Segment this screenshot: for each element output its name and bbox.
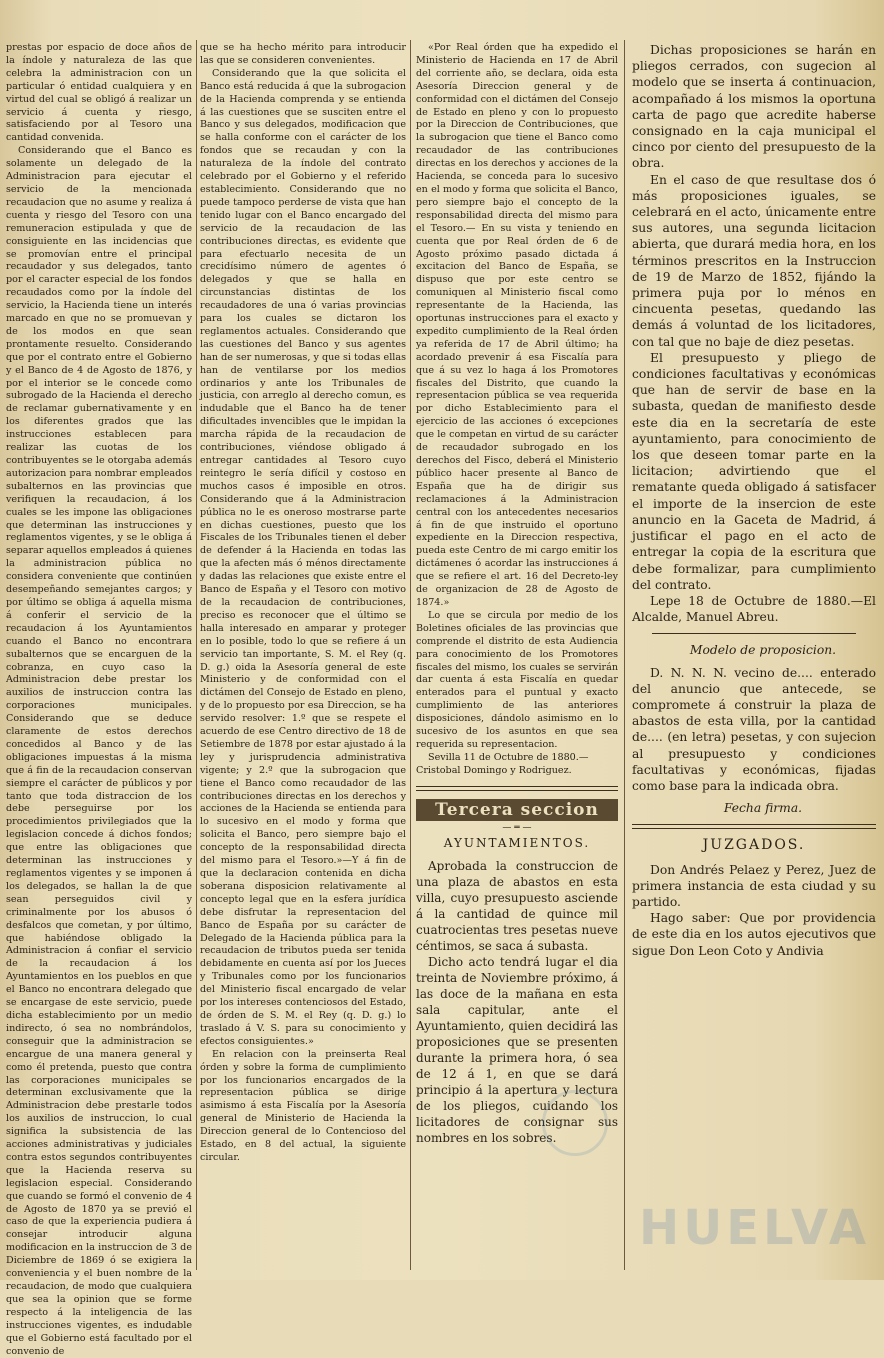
paragraph: Aprobada la construccion de una plaza de abastos en esta villa, cuyo presupuesto asciende á la cantidad de quince mil cuatrocientas tres pesetas nueve céntimos, se saca á subasta.: [416, 858, 618, 953]
column-3: [416, 42, 618, 1266]
paragraph: Hago saber: Que por providencia de este dia en los autos ejecutivos que sigue Don Leon Coto y Andivia: [632, 911, 876, 958]
signature-line: Sevilla 11 de Octubre de 1880.— Cristobal Domingo y Rodriguez.: [416, 751, 589, 776]
ornament-divider: — ═ —: [502, 822, 532, 833]
paragraph: El presupuesto y pliego de condiciones facultativas y económicas que han de servir de base en la subasta, quedan de manifiesto desde este dia en la secretaría de este ayuntamiento, para conocimiento de los que deseen tomar parte en la licitacion; advirtiendo que el rematante queda obligado á satisfacer el importe de la insercion de este anuncio en la Gaceta de Madrid, á justificar el pago en el acto de entregar la copia de la escritura que debe formalizar, para cumplimiento del contrato.: [632, 350, 876, 592]
section-divider: [416, 786, 618, 791]
column-rule: [410, 40, 411, 1270]
section-divider: [632, 824, 876, 829]
paragraph: Considerando que el Banco es solamente un delegado de la Administracion para ejecutar el servicio de la mencionada recaudacion que no asume y realiza á cuenta y riesgo del Tesoro con una remuneracion estipulada y que de consiguiente en las incidencias que se promovían entre el principal recaudador y sus delegados, tanto por el caracter especial de los fondos recaudados como por la índole del servicio, la Hacienda tiene un interés marcado en que no se promuevan y de los modos en que sean prontamente resuelto. Considerando que por el contrato entre el Gobierno y el Banco de 4 de Agosto de 1876, y por el interior se le concede como subrogado de la Hacienda el derecho de reclamar gubernativamente y en los diferentes grados que las instrucciones establecen para realizar las cuotas de los contribuyentes se le otorgaba además autorizacion para nombrar empleados subalternos en las provincias que verifiquen la recaudacion, á los cuales se les impone las obligaciones que determinan las instrucciones y reglamentos vigentes, y se le obliga á separar aquellos empleados á quienes la administracion pública no considera conveniente que continúen desempeñando semejantes cargos; y por último se obliga á aquella misma á conferir el servicio de la recaudacion á los Ayuntamientos cuando el Banco no encontrara subalternos que se encarguen de la cobranza, en cuyo caso la Administracion debe prestar los auxilios de instruccion contra las corporaciones municipales. Considerando que se deduce claramente de estos derechos concedidos al Banco y de las obligaciones impuestas á la misma que á fin de la recaudacion conservan siempre el carácter de públicos y por tanto que toda distraccion de los debe perseguirse por los procedimientos privilegiados que la legislacion concede á dichos fondos; que entre las obligaciones que determinan las instrucciones y reglamentos vigentes y se imponen á los delegados, se hallan la de que sean perseguidos civil y criminalmente por los abusos ó desfalcos que cometan, y por último, que habiéndose obligado la Administracion á confiar el servicio de la recaudacion á los Ayuntamientos en los pueblos en que el Banco no encontrara delegado que se encargase de este servicio, puede dicha establecimiento por un medio indirecto, ó sea no nombrándolos, conseguir que la administracion se encargue de una manera general y como él pretenda, puesto que contra las corporaciones municipales se determinan exclusivamente que la Administracion debe prestarle todos los auxilios de instruccion, lo cual significa la subsistencia de las acciones administrativas y judiciales contra estos segundos contribuyentes que la Hacienda reserva su legislacion especial. Considerando que cuando se formó el convenio de 4 de Agosto de 1870 ya se previó el caso de que la experiencia pudiera á consejar introducir alguna modificacion en la instruccion de 3 de Diciembre de 1869 ó se exigiera la conveniencia y el buen nombre de la recaudacion, de modo que cualquiera que sea la opinion que se forme respecto á la inteligencia de las instrucciones vigentes, es indudable que el Gobierno está facultado por el convenio de: [6, 145, 192, 1357]
column-rule: [196, 40, 197, 1270]
paragraph: Dichas proposiciones se harán en pliegos cerrados, con sugecion al modelo que se inserta á continuacion, acompañado á los mismos la oportuna carta de pago que acredite haberse consignado en la caja municipal el cinco por ciento del presupuesto de la obra.: [632, 43, 876, 171]
library-seal: [542, 1090, 608, 1156]
section-title: Tercera seccion: [416, 799, 618, 821]
paragraph: Considerando que la que solicita el Banco está reducida á que la subrogacion de la Hacienda comprenda y se entienda á las cuestiones que se susciten entre el Banco y sus delegados, modificacion que se halla conforme con el carácter de los fondos que se recaudan y con la naturaleza de la índole del contrato celebrado por el Gobierno y el referido establecimiento. Considerando que no puede tampoco perderse de vista que han tenido lugar con el Banco encargado del servicio de la recaudacion de las contribuciones directas, es evidente que para efectuarlo necesita de un crecidísimo número de agentes ó delegados y que se halla en circunstancias distintas de los recaudadores de una ó varias provincias para los cuales se dictaron los reglamentos actuales. Considerando que las cuestiones del Banco y sus agentes han de ser numerosas, y que si todas ellas han de ventilarse por los medios ordinarios y ante los Tribunales de justicia, con arreglo al derecho comun, es indudable que el Banco ha de tener dificultades invencibles que le impidan la marcha rápida de la recaudacion de contribuciones, viéndose obligado á entregar cantidades al Tesoro cuyo reintegro le sería difícil y costoso en muchos casos é imposible en otros. Considerando que á la Administracion pública no le es oneroso mostrarse parte en dichas cuestiones, puesto que los Fiscales de los Tribunales tienen el deber de defender á la Hacienda en todas las que la afecten más ó ménos directamente y dadas las relaciones que existe entre el Banco de España y el Tesoro con motivo de la recaudacion de contribuciones, preciso es reconocer que el último se halla interesado en amparar y proteger en lo posible, todo lo que se refiere á un servicio tan importante, S. M. el Rey (q. D. g.) oida la Asesoría general de este Ministerio y de conformidad con el dictámen del Consejo de Estado en pleno, y de lo propuesto por esa Direccion, se ha servido resolver: 1.º que se respete el acuerdo de ese Centro directivo de 18 de Setiembre de 1878 por estar ajustado á la ley y jurisprudencia administrativa vigente; y 2.º que la subrogacion que tiene el Banco como recaudador de las contribuciones directas en los derechos y acciones de la Hacienda se entienda para lo sucesivo en el modo y forma que solicita el Banco, pero siempre bajo el concepto de la responsabilidad directa del mismo para el Tesoro.»—Y á fin de que la declaracion contenida en dicha soberana disposicion relativamente al concepto legal que en la esfera jurídica debe disfrutar la representacion del Banco de España por su carácter de Delegado de la Hacienda pública para la recaudacion de tributos pueda ser tenida debidamente en cuenta así por los Jueces y Tribunales como por los funcionarios del Ministerio fiscal encargado de velar por los intereses contenciosos del Estado, de órden de S. M. el Rey (q. D. g.) lo traslado á V. S. para su conocimiento y efectos consiguientes.»: [200, 67, 406, 1047]
paragraph: Dicho acto tendrá lugar el dia treinta de Noviembre próximo, á las doce de la mañana en esta sala capitular, ante el Ayuntamiento, quien decidirá las proposiciones que se presenten durante la primera hora, ó sea de 12 á 1, en que se dará principio á la apertura y lectura de los pliegos, cuidando los licitadores de consignar sus nombres en los sobres.: [416, 954, 618, 1145]
watermark: HUELVA: [639, 1200, 870, 1256]
signature-line: Lepe 18 de Octubre de 1880.—El Alcalde, Manuel Abreu.: [632, 593, 876, 625]
modelo-title: Modelo de proposicion.: [689, 643, 837, 658]
divider: [652, 633, 856, 634]
column-4: [632, 42, 876, 1266]
paragraph: En el caso de que resultase dos ó más proposiciones iguales, se celebrará en el acto, únicamente entre sus autores, una segunda licitacion abierta, que durará media hora, en los términos prescritos en la Instruccion de 19 de Marzo de 1852, fijándo la primera puja por lo ménos en cincuenta pesetas, quedando las demás á voluntad de los licitadores, con tal que no baje de diez pesetas.: [632, 172, 876, 349]
modelo-text: D. N. N. N. vecino de.... enterado del anuncio que antecede, se compromete á construir la plaza de abastos de esta villa, por la cantidad de.... (en letra) pesetas, y con sujecion al presupuesto y condiciones facultativas y económicas, fijadas como base para la indicada obra.: [632, 665, 876, 793]
column-rule: [624, 40, 625, 1270]
paragraph: que se ha hecho mérito para introducir las que se consideren convenientes.: [200, 42, 406, 66]
firma-line: Fecha firma.: [723, 801, 803, 816]
juzgados-heading: JUZGADOS.: [702, 837, 806, 854]
paragraph: prestas por espacio de doce años de la índole y naturaleza de las que celebra la administracion con un particular ó entidad cualquiera y en virtud del cual se obligó á realizar un servicio á cuenta y riesgo, satisfaciendo por al Tesoro una cantidad convenida.: [6, 42, 192, 144]
ayuntamientos-heading: AYUNTAMIENTOS.: [443, 835, 591, 850]
column-1: [6, 42, 192, 1357]
paragraph: «Por Real órden que ha expedido el Ministerio de Hacienda en 17 de Abril del corriente año, se declara, oida esta Asesoría Direccion general y de conformidad con el dictámen del Consejo de Estado en pleno y con lo propuesto por la Direccion de Contribuciones, que la subrogacion que tiene el Banco como recaudador de las contribuciones directas en los derechos y acciones de la Hacienda, se conceda para lo sucesivo en el modo y forma que solicita el Banco, pero siempre bajo el concepto de la responsabilidad directa del mismo para el Tesoro.— En su vista y teniendo en cuenta que por Real órden de 6 de Agosto próximo pasado dictada á excitacion del Banco de España, se dispuso que por este centro se comuniquen al Ministerio fiscal como representante de la Hacienda, las oportunas instrucciones para el exacto y expedito cumplimiento de la Real órden ya referida de 17 de Abril último; ha acordado prevenir á esa Fiscalía para que á su vez lo haga á los Promotores fiscales del Distrito, que cuando la representacion pública se vea requerida por dicho Establecimiento para el ejercicio de las acciones ó excepciones que le competan en virtud de su carácter de recaudador subrogado en los derechos del Fisco, deberá el Ministerio público hacer presente al Banco de España que ha de dirigir sus reclamaciones á la Administracion central con los antecedentes necesarios á fin de que instruido el oportuno expediente en la Direccion respectiva, pueda este Centro de mi cargo emitir los dictámenes ó acordar las instrucciones á que se refiere el art. 16 del Decreto-ley de organizacion de 28 de Agosto de 1874.»: [416, 42, 618, 608]
paragraph: Lo que se circula por medio de los Boletines oficiales de las provincias que comprende el distrito de esta Audiencia para conocimiento de los Promotores fiscales del mismo, los cuales se servirán dar cuenta á esta Fiscalía en quedar enterados para el puntual y exacto cumplimiento de las anteriores disposiciones, dándolo asimismo en lo sucesivo de los asuntos en que sea requerida su representacion.: [416, 609, 618, 750]
paragraph: Don Andrés Pelaez y Perez, Juez de primera instancia de esta ciudad y su partido.: [632, 862, 876, 909]
paragraph: En relacion con la preinserta Real órden y sobre la forma de cumplimiento por los funcionarios encargados de la representacion pública se dirige asimismo á esta Fiscalía por la Asesoría general de Ministerio de Hacienda la Direccion general de lo Contencioso del Estado, en 8 del actual, la siguiente circular.: [200, 1048, 406, 1163]
column-2: [200, 42, 406, 1266]
